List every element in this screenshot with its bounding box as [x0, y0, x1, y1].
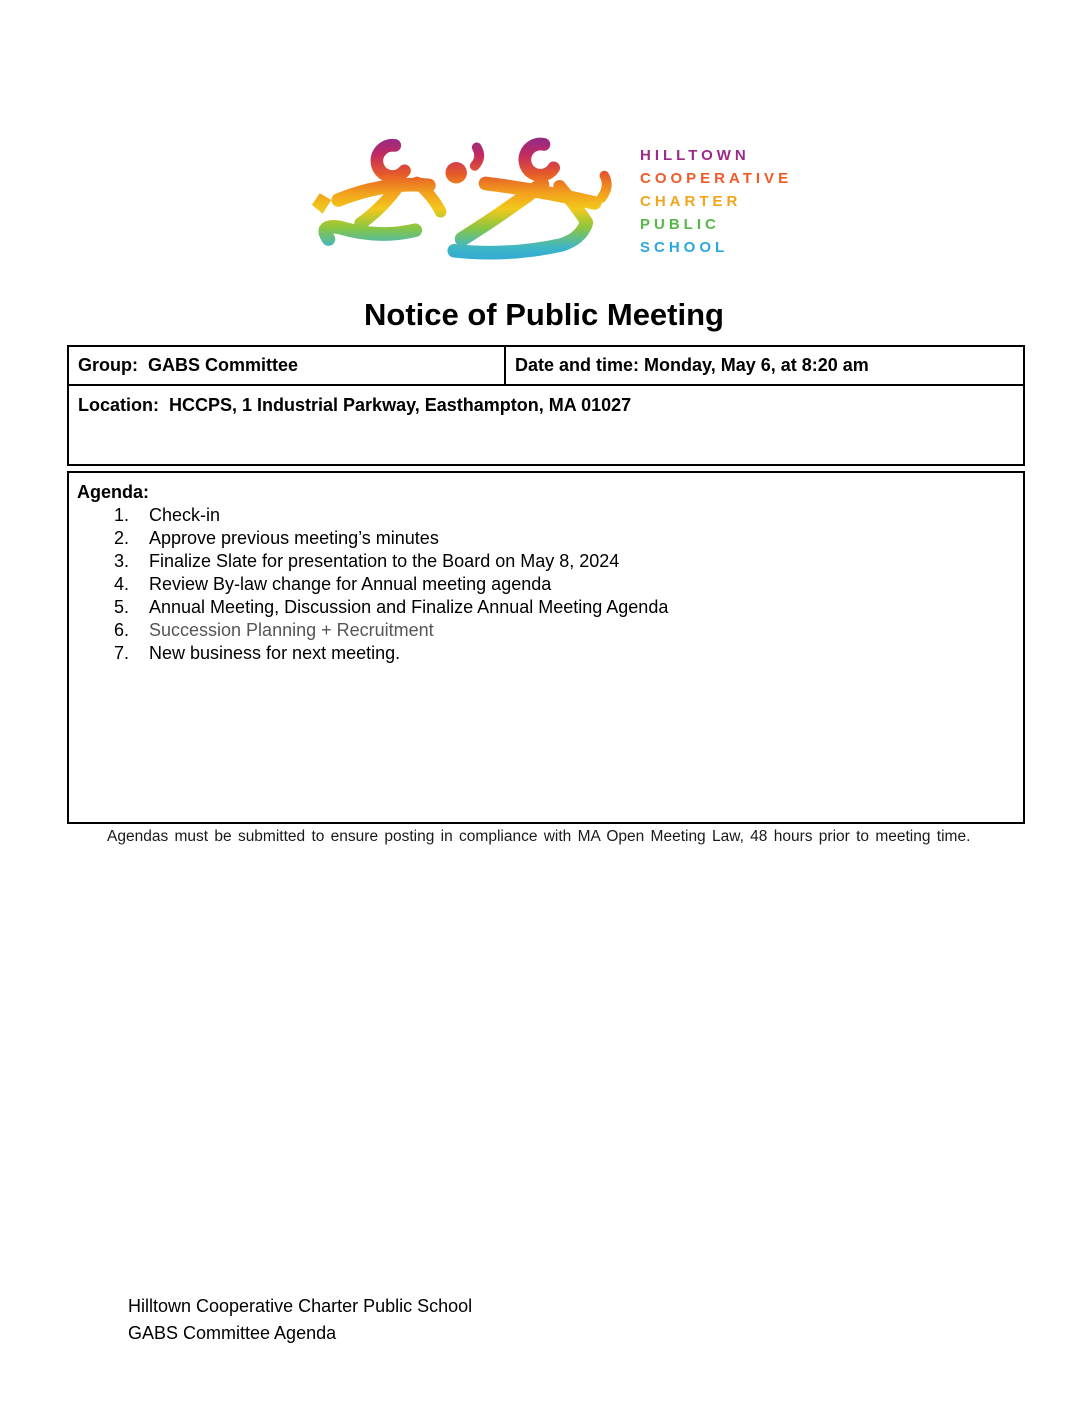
- agenda-item: [77, 642, 1013, 665]
- location-cell: [69, 386, 1023, 464]
- agenda-item: [77, 550, 1013, 573]
- footer-doc-title: GABS Committee Agenda: [128, 1323, 337, 1343]
- logo-line-school: SCHOOL: [640, 239, 729, 256]
- agenda-item-number: 4.: [114, 574, 130, 594]
- school-logo: [308, 134, 792, 268]
- agenda-item: [77, 504, 1013, 527]
- page-title: Notice of Public Meeting: [364, 297, 724, 332]
- meeting-table-row-1: [69, 347, 1023, 386]
- logo-line-hilltown: HILLTOWN: [640, 147, 750, 164]
- agenda-item-number: 5.: [114, 597, 130, 617]
- footer-school-name: Hilltown Cooperative Charter Public School: [128, 1296, 473, 1316]
- compliance-note: Agendas must be submitted to ensure posting in compliance with MA Open Meeting Law, 48 hours prior to meeting time.: [107, 828, 971, 845]
- agenda-item-number: 1.: [114, 505, 130, 525]
- location-value: HCCPS, 1 Industrial Parkway, Easthampton, MA 01027: [169, 395, 632, 415]
- group-label: Group:: [78, 355, 138, 375]
- agenda-item-text: Succession Planning + Recruitment: [149, 620, 434, 640]
- agenda-item: [77, 619, 1013, 642]
- logo-line-public: PUBLIC: [640, 216, 720, 233]
- agenda-item-text: Review By-law change for Annual meeting agenda: [149, 574, 552, 594]
- agenda-item-text: Approve previous meeting’s minutes: [149, 528, 439, 548]
- agenda-item-number: 2.: [114, 528, 130, 548]
- datetime-label: Date and time:: [515, 355, 640, 375]
- agenda-item-text: Check-in: [149, 505, 221, 525]
- agenda-item: [77, 596, 1013, 619]
- datetime-value: Monday, May 6, at 8:20 am: [644, 355, 869, 375]
- agenda-item-number: 6.: [114, 620, 130, 640]
- agenda-box: [67, 471, 1025, 824]
- agenda-item-text: New business for next meeting.: [149, 643, 401, 663]
- document-footer: [128, 1293, 472, 1347]
- group-cell: [69, 347, 506, 384]
- agenda-item: [77, 573, 1013, 596]
- location-label: Location:: [78, 395, 159, 415]
- agenda-item: [77, 527, 1013, 550]
- logo-line-cooperative: COOPERATIVE: [640, 170, 793, 187]
- dancing-figures-logo-icon: [308, 134, 620, 268]
- logo-line-charter: CHARTER: [640, 193, 742, 210]
- agenda-heading: Agenda:: [77, 482, 149, 502]
- agenda-item-text: Annual Meeting, Discussion and Finalize Annual Meeting Agenda: [149, 597, 669, 617]
- meeting-info-table: [67, 345, 1025, 466]
- agenda-list: [77, 504, 1013, 665]
- datetime-cell: [506, 347, 1023, 384]
- group-value: GABS Committee: [148, 355, 299, 375]
- agenda-item-number: 3.: [114, 551, 130, 571]
- logo-wordmark: [640, 144, 792, 259]
- agenda-item-number: 7.: [114, 643, 130, 663]
- agenda-item-text: Finalize Slate for presentation to the Board on May 8, 2024: [149, 551, 620, 571]
